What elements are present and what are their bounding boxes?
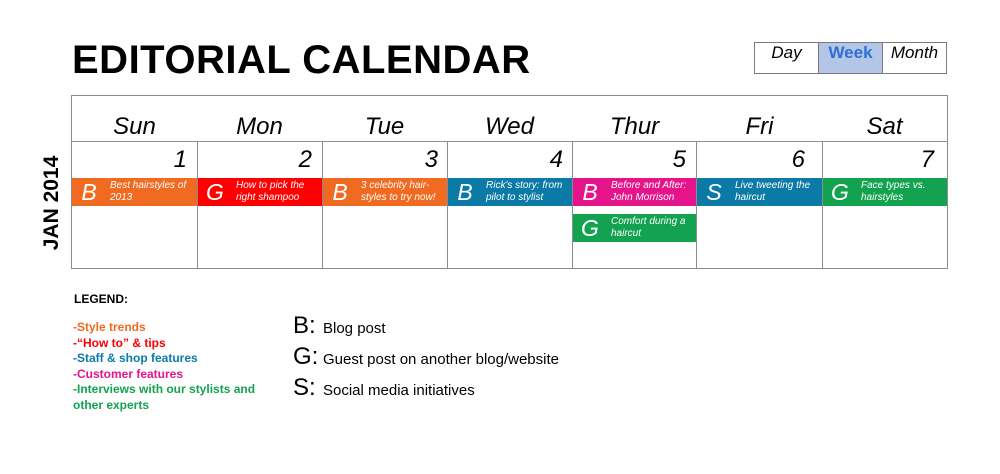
day-name-mon: Mon <box>236 113 283 140</box>
day-number-7: 7 <box>920 146 934 173</box>
key-letter: B: <box>293 312 316 339</box>
day-number-4: 4 <box>549 146 563 173</box>
event-title: Comfort during a haircut <box>611 216 686 239</box>
month-label: JAN 2014 <box>40 155 63 251</box>
post-type-letter: G <box>831 179 849 205</box>
key-item-guest <box>293 343 559 374</box>
legend-item-style-trends: -Style trends <box>73 320 146 334</box>
post-type-letter: B <box>81 179 97 205</box>
legend-title: LEGEND: <box>74 292 128 306</box>
day-name-tue: Tue <box>364 113 405 140</box>
event-card[interactable] <box>448 178 572 206</box>
post-type-letter: G <box>206 179 224 205</box>
page-title: EDITORIAL CALENDAR <box>72 38 531 82</box>
post-type-letter: B <box>582 179 598 205</box>
event-card[interactable] <box>198 178 322 206</box>
event-title: How to pick the right shampoo <box>236 180 305 203</box>
key-item-social <box>293 374 559 405</box>
key-description: Guest post on another blog/website <box>323 351 559 368</box>
key-description: Social media initiatives <box>323 382 475 399</box>
event-title: Face types vs. hairstyles <box>861 180 926 203</box>
day-name-thur: Thur <box>609 113 660 140</box>
day-number-6: 6 <box>791 146 805 173</box>
header-divider <box>72 141 947 142</box>
legend-item-staff-features: -Staff & shop features <box>73 351 198 365</box>
event-title: Best hairstyles of 2013 <box>110 180 187 203</box>
event-card[interactable] <box>573 214 696 242</box>
day-name-fri: Fri <box>745 113 774 140</box>
event-title: Before and After: John Morrison <box>611 180 687 203</box>
event-card[interactable] <box>697 178 822 206</box>
key-item-blog <box>293 312 559 343</box>
day-name-sat: Sat <box>866 113 903 140</box>
view-week-button[interactable]: Week <box>818 43 882 73</box>
day-number-5: 5 <box>672 146 686 173</box>
day-name-sun: Sun <box>113 113 156 140</box>
key-letter: S: <box>293 374 316 401</box>
post-type-key <box>293 312 559 405</box>
day-name-wed: Wed <box>485 113 534 140</box>
event-title: Rick's story: from pilot to stylist <box>486 180 563 203</box>
event-title: 3 celebrity hair-styles to try now! <box>361 180 436 203</box>
day-number-1: 1 <box>173 146 187 173</box>
legend-item-interviews: -Interviews with our stylists and other experts <box>73 382 256 412</box>
legend-list <box>73 320 288 413</box>
view-toggle <box>754 42 947 74</box>
view-day-button[interactable]: Day <box>771 43 802 62</box>
day-number-2: 2 <box>298 146 312 173</box>
view-month-button[interactable]: Month <box>882 43 946 73</box>
legend-item-how-to: -“How to” & tips <box>73 335 166 350</box>
calendar-grid <box>71 95 948 269</box>
legend-item-customer-features: -Customer features <box>73 366 184 381</box>
post-type-letter: S <box>706 179 722 205</box>
event-card[interactable] <box>573 178 696 206</box>
event-card[interactable] <box>823 178 947 206</box>
event-title: Live tweeting the haircut <box>735 180 811 203</box>
post-type-letter: G <box>581 215 599 241</box>
key-description: Blog post <box>323 320 386 337</box>
key-letter: G: <box>293 343 319 370</box>
post-type-letter: B <box>332 179 348 205</box>
day-number-3: 3 <box>424 146 438 173</box>
post-type-letter: B <box>457 179 473 205</box>
event-card[interactable] <box>323 178 447 206</box>
event-card[interactable] <box>72 178 197 206</box>
